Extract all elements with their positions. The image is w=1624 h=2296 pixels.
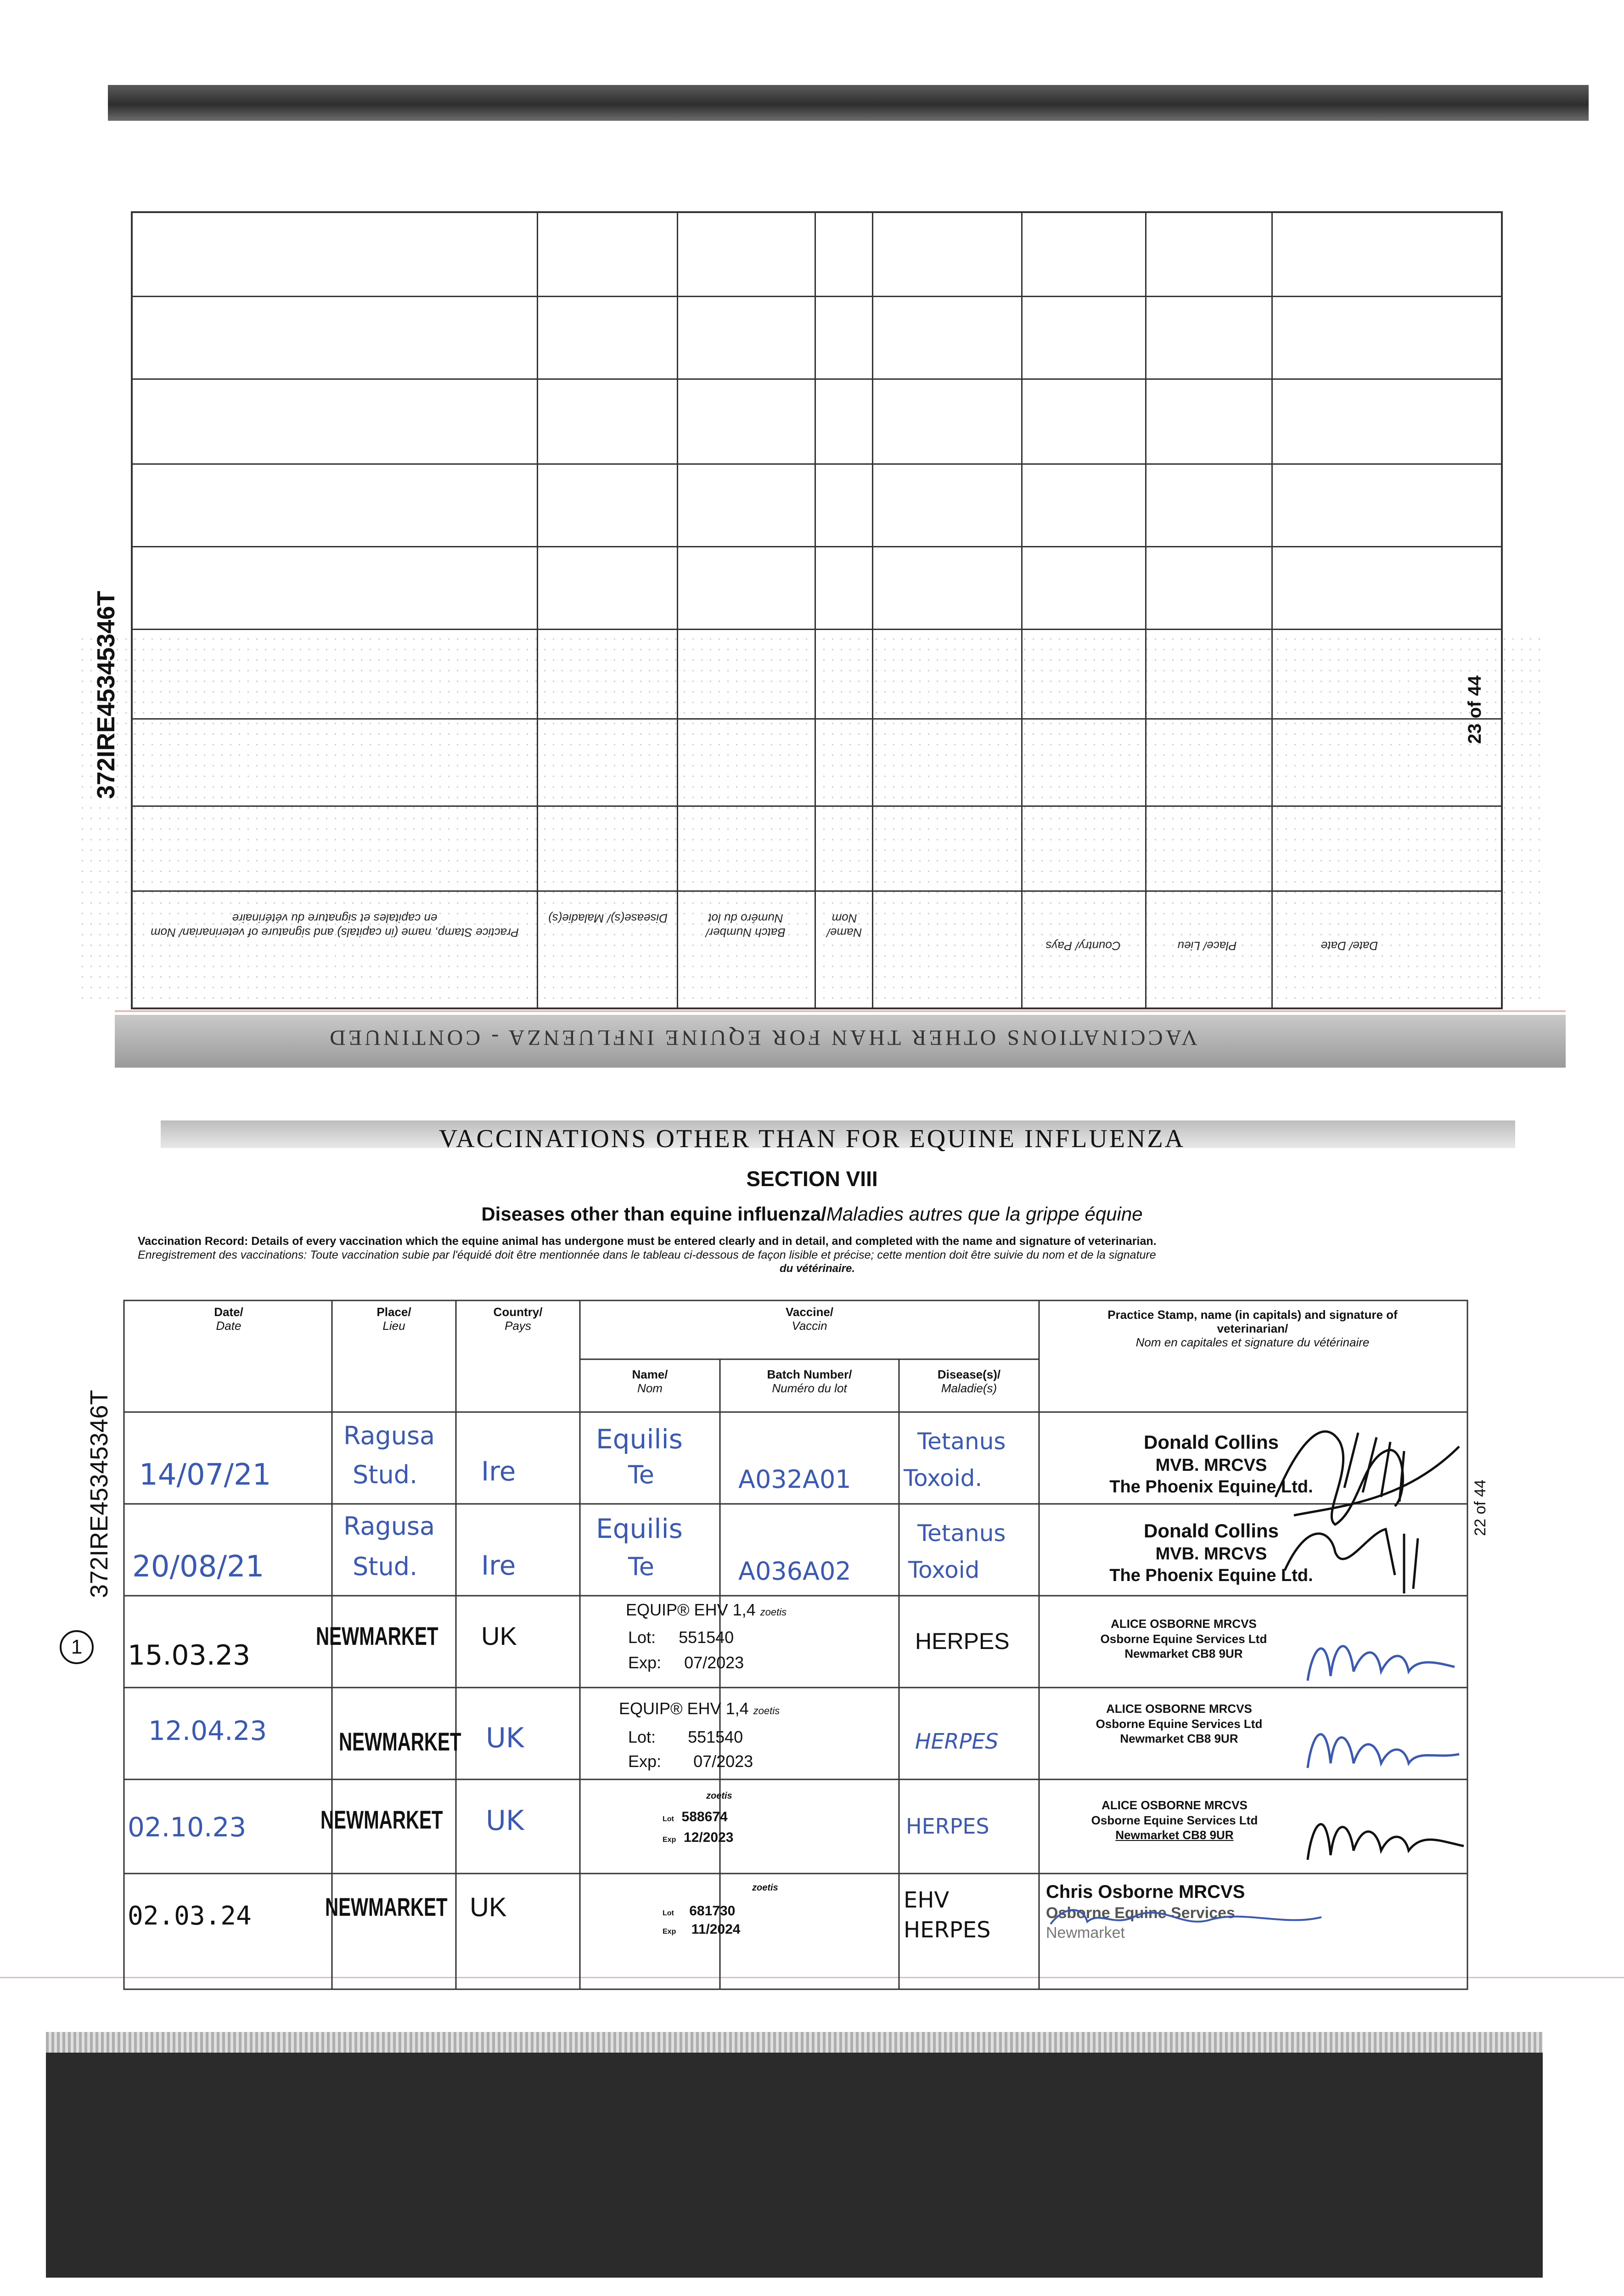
header-batch: Batch Number/ Numéro du lot — [767, 1367, 852, 1395]
row2-place-line1: Ragusa — [343, 1512, 435, 1541]
row1-place-line1: Ragusa — [343, 1421, 435, 1450]
row1-vet-stamp: Donald Collins MVB. MRCVS The Phoenix Equine Ltd. — [1109, 1431, 1313, 1497]
header-stamp: Practice Stamp, name (in capitals) and signature of veterinarian/ Nom en capitales et signature du vétérinaire — [1107, 1308, 1398, 1349]
row2-vaccine-line1: Equilis — [596, 1513, 683, 1544]
row1-country: Ire — [481, 1456, 516, 1487]
upper-header-date: Date/ Date — [1321, 939, 1378, 953]
header-place: Place/ Lieu — [376, 1305, 411, 1333]
upper-header-place: Place/ Lieu — [1177, 939, 1237, 953]
row5-place: NEWMARKET — [320, 1805, 443, 1834]
row4-date: 12.04.23 — [148, 1715, 267, 1746]
upper-header-country: Country/ Pays — [1045, 939, 1121, 953]
row4-lot: Lot: 551540 — [628, 1728, 743, 1746]
row2-batch: A036A02 — [738, 1557, 851, 1586]
scan-edge-bottom-stripe — [46, 2032, 1543, 2055]
row6-country: UK — [470, 1892, 507, 1922]
signature-chris-osborne — [1046, 1901, 1331, 1938]
upper-header-disease: Disease(s)/ Maladie(s) — [548, 912, 668, 925]
page-number-upper: 23 of 44 — [1465, 675, 1485, 744]
header-country: Country/ Pays — [493, 1305, 543, 1333]
row3-exp: Exp: 07/2023 — [628, 1653, 744, 1672]
row2-disease-line1: Tetanus — [917, 1520, 1006, 1547]
row3-vaccine: EQUIP® EHV 1,4 zoetis — [626, 1600, 787, 1619]
row6-exp: Exp 11/2024 — [663, 1922, 741, 1937]
row1-place-line2: Stud. — [353, 1460, 418, 1489]
section-subtitle: Diseases other than equine influenza/Maladies autres que la grippe équine — [481, 1203, 1143, 1225]
upper-page-banner: VACCINATIONS OTHER THAN FOR EQUINE INFLUENZA - CONTINUED — [327, 1025, 1197, 1050]
row4-country: UK — [486, 1722, 524, 1754]
row6-date: 02.03.24 — [128, 1901, 252, 1931]
row1-disease-line2: Toxoid. — [904, 1465, 983, 1491]
upper-page-table — [131, 211, 1503, 1009]
header-date: Date/ Date — [214, 1305, 243, 1333]
row4-disease: HERPES — [915, 1729, 999, 1754]
row1-batch: A032A01 — [738, 1465, 851, 1494]
row5-country: UK — [486, 1805, 524, 1837]
row2-vaccine-line2: Te — [628, 1552, 655, 1581]
row3-disease: HERPES — [915, 1628, 1010, 1654]
row6-place: NEWMARKET — [325, 1892, 448, 1921]
section-title: VACCINATIONS OTHER THAN FOR EQUINE INFLUENZA — [438, 1125, 1186, 1153]
row6-lot: Lot 681730 — [663, 1903, 736, 1919]
row1-vaccine-line1: Equilis — [596, 1424, 683, 1455]
section-number: SECTION VIII — [746, 1167, 878, 1191]
passport-id-lower: 372IRE45345346T — [85, 1390, 113, 1598]
row1-date: 14/07/21 — [139, 1458, 271, 1492]
row5-exp: Exp 12/2023 — [663, 1830, 734, 1845]
row2-vet-stamp: Donald Collins MVB. MRCVS The Phoenix Equine Ltd. — [1109, 1520, 1313, 1585]
upper-header-name: Name/ Nom — [826, 912, 862, 940]
row5-vet-stamp: ALICE OSBORNE MRCVS Osborne Equine Services Ltd Newmarket CB8 9UR — [1091, 1798, 1258, 1842]
row4-exp: Exp: 07/2023 — [628, 1752, 753, 1771]
row6-maker: zoetis — [752, 1883, 778, 1893]
row3-country: UK — [481, 1621, 517, 1650]
row6-vet-stamp: Chris Osborne MRCVS Osborne Equine Services Newmarket — [1046, 1882, 1245, 1941]
row5-maker: zoetis — [706, 1791, 732, 1801]
upper-header-stamp: Practice Stamp, name (in capitals) and signature of veterinarian/ Nom en capitales et signature du vétérinaire — [150, 912, 519, 940]
row4-vaccine: EQUIP® EHV 1,4 zoetis — [619, 1699, 780, 1718]
row3-vet-stamp: ALICE OSBORNE MRCVS Osborne Equine Services Ltd Newmarket CB8 9UR — [1100, 1617, 1267, 1660]
row1-disease-line1: Tetanus — [917, 1428, 1006, 1455]
row2-disease-line2: Toxoid — [908, 1557, 980, 1583]
row4-place: NEWMARKET — [339, 1727, 461, 1756]
row6-disease-line2: HERPES — [904, 1917, 991, 1943]
row-marker: 1 — [60, 1630, 94, 1664]
row3-date: 15.03.23 — [128, 1639, 251, 1671]
vaccination-record-instructions: Vaccination Record: Details of every vaccination which the equine animal has undergone must be entered clearly and in detail, and completed with the name and signature of veterinarian. Enregistrement des vaccinations: Toute vaccination subie par l'équidé doit être mentionnée dans le tableau ci-dessous de façon lisible et précise; cette mention doit être suivie du nom et de la signature du vétérinaire. — [138, 1235, 1157, 1275]
row6-disease-line1: EHV — [904, 1887, 950, 1913]
row5-disease: HERPES — [906, 1814, 989, 1839]
row5-date: 02.10.23 — [128, 1812, 247, 1843]
row1-vaccine-line2: Te — [628, 1460, 655, 1489]
signature-donald-collins — [1266, 1414, 1468, 1607]
row5-lot: Lot 588674 — [663, 1809, 728, 1824]
row4-vet-stamp: ALICE OSBORNE MRCVS Osborne Equine Services Ltd Newmarket CB8 9UR — [1096, 1702, 1263, 1745]
row3-lot: Lot: 551540 — [628, 1628, 734, 1647]
passport-id-upper: 372IRE45345346T — [92, 591, 120, 799]
signature-alice-osborne-2 — [1298, 1713, 1464, 1786]
scan-edge-top — [108, 85, 1589, 121]
fold-line — [115, 1010, 1566, 1012]
signature-alice-osborne-1 — [1298, 1621, 1464, 1694]
row2-country: Ire — [481, 1550, 516, 1581]
row2-date: 20/08/21 — [132, 1550, 264, 1584]
header-disease: Disease(s)/ Maladie(s) — [937, 1367, 1001, 1395]
header-vaccine: Vaccine/ Vaccin — [785, 1305, 834, 1333]
row2-place-line2: Stud. — [353, 1552, 418, 1581]
page-number-lower: 22 of 44 — [1472, 1480, 1489, 1536]
scan-edge-bottom — [46, 2053, 1543, 2278]
signature-alice-osborne-3 — [1298, 1800, 1468, 1874]
header-name: Name/ Nom — [632, 1367, 668, 1395]
vaccination-table — [123, 1300, 1468, 1998]
upper-header-batch: Batch Number/ Numéro du lot — [706, 912, 786, 940]
row3-place: NEWMARKET — [316, 1621, 438, 1650]
